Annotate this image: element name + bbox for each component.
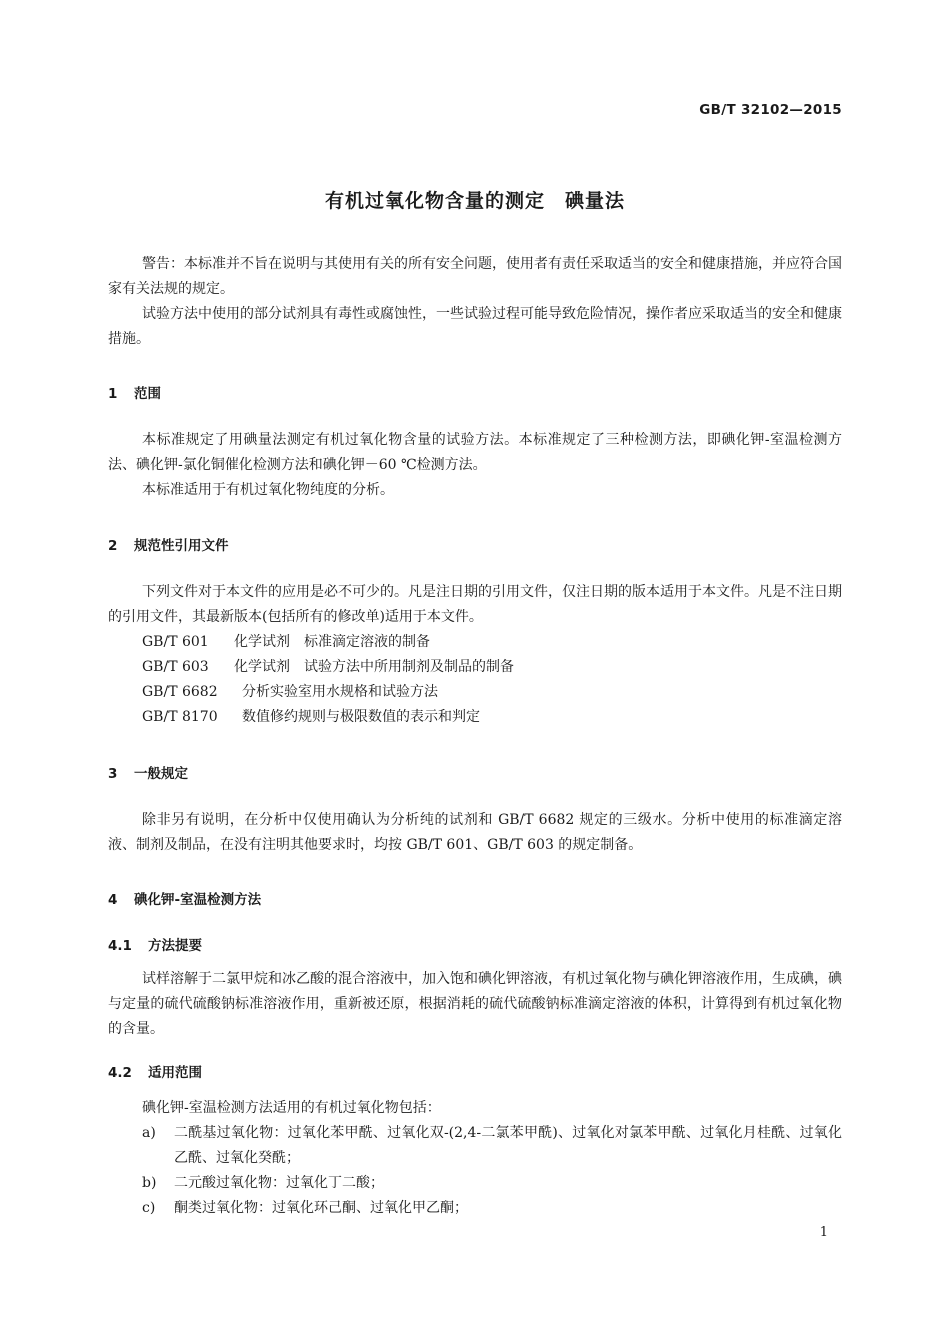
section-title: 一般规定: [134, 766, 188, 782]
section-heading-4: [108, 888, 261, 908]
section-paragraph: 下列文件对于本文件的应用是必不可少的。凡是注日期的引用文件，仅注日期的版本适用于本文件。凡是不注日期的引用文件，其最新版本(包括所有的修改单)适用于本文件。: [108, 584, 842, 625]
section-heading-1: [108, 382, 161, 402]
list-item: [142, 1196, 842, 1221]
subsection-title: 方法提要: [148, 938, 202, 954]
section-paragraph: 本标准规定了用碘量法测定有机过氧化物含量的试验方法。本标准规定了三种检测方法，即碘化钾-室温检测方法、碘化钾-氯化铜催化检测方法和碘化钾－60 ℃检测方法。: [108, 432, 842, 473]
section-heading-2: [108, 534, 229, 554]
warning-paragraph-2: 试验方法中使用的部分试剂具有毒性或腐蚀性，一些试验过程可能导致危险情况，操作者应采取适当的安全和健康措施。: [108, 306, 842, 347]
section-number: 1: [108, 386, 118, 402]
section-title: 规范性引用文件: [134, 538, 229, 554]
standard-code: GB/T 32102—2015: [699, 102, 842, 118]
list-intro: 碘化钾-室温检测方法适用的有机过氧化物包括：: [142, 1100, 441, 1116]
list-item-marker: b): [142, 1175, 157, 1191]
section-number: 4: [108, 892, 118, 908]
section-number: 3: [108, 766, 118, 782]
warning-paragraph: 警告：本标准并不旨在说明与其使用有关的所有安全问题，使用者有责任采取适当的安全和健康措施，并应符合国家有关法规的规定。: [108, 256, 842, 297]
list-item: [142, 1171, 842, 1196]
subsection-heading-4-1: [108, 934, 202, 954]
page-number: 1: [819, 1225, 828, 1240]
reference-item: [142, 630, 430, 655]
reference-code: GB/T 6682: [142, 684, 218, 700]
reference-code: GB/T 8170: [142, 709, 218, 725]
reference-code: GB/T 603: [142, 659, 209, 675]
list-item-text: 二酰基过氧化物：过氧化苯甲酰、过氧化双-(2,4-二氯苯甲酰)、过氧化对氯苯甲酰、过氧化月桂酰、过氧化乙酰、过氧化癸酰；: [174, 1125, 842, 1166]
subsection-number: 4.1: [108, 938, 132, 954]
reference-item: [142, 680, 438, 705]
section-title: 碘化钾-室温检测方法: [134, 892, 262, 908]
reference-code: GB/T 601: [142, 634, 209, 650]
subsection-heading-4-2: [108, 1061, 202, 1081]
section-heading-3: [108, 762, 188, 782]
section-number: 2: [108, 538, 118, 554]
reference-title: 数值修约规则与极限数值的表示和判定: [242, 709, 480, 725]
reference-item: [142, 655, 514, 680]
list-item-marker: a): [142, 1125, 156, 1141]
list-item-text: 二元酸过氧化物：过氧化丁二酸；: [174, 1175, 384, 1191]
reference-item: [142, 705, 480, 730]
section-title: 范围: [134, 386, 161, 402]
section-paragraph: 除非另有说明，在分析中仅使用确认为分析纯的试剂和 GB/T 6682 规定的三级水。分析中使用的标准滴定溶液、制剂及制品，在没有注明其他要求时，均按 GB/T 601、GB/T 603 的规定制备。: [108, 812, 842, 853]
reference-title: 分析实验室用水规格和试验方法: [242, 684, 438, 700]
section-paragraph: 试样溶解于二氯甲烷和冰乙酸的混合溶液中，加入饱和碘化钾溶液，有机过氧化物与碘化钾溶液作用，生成碘，碘与定量的硫代硫酸钠标准溶液作用，重新被还原，根据消耗的硫代硫酸钠标准滴定溶液的体积，计算得到有机过氧化物的含量。: [108, 971, 842, 1037]
list-item-marker: c): [142, 1200, 156, 1216]
list-item: [142, 1121, 842, 1171]
reference-title: 化学试剂 标准滴定溶液的制备: [234, 634, 430, 650]
page-title: 有机过氧化物含量的测定 碘量法: [324, 190, 625, 212]
subsection-title: 适用范围: [148, 1065, 202, 1081]
subsection-number: 4.2: [108, 1065, 132, 1081]
section-paragraph: 本标准适用于有机过氧化物纯度的分析。: [142, 482, 394, 498]
list-item-text: 酮类过氧化物：过氧化环己酮、过氧化甲乙酮；: [174, 1200, 468, 1216]
reference-title: 化学试剂 试验方法中所用制剂及制品的制备: [234, 659, 514, 675]
